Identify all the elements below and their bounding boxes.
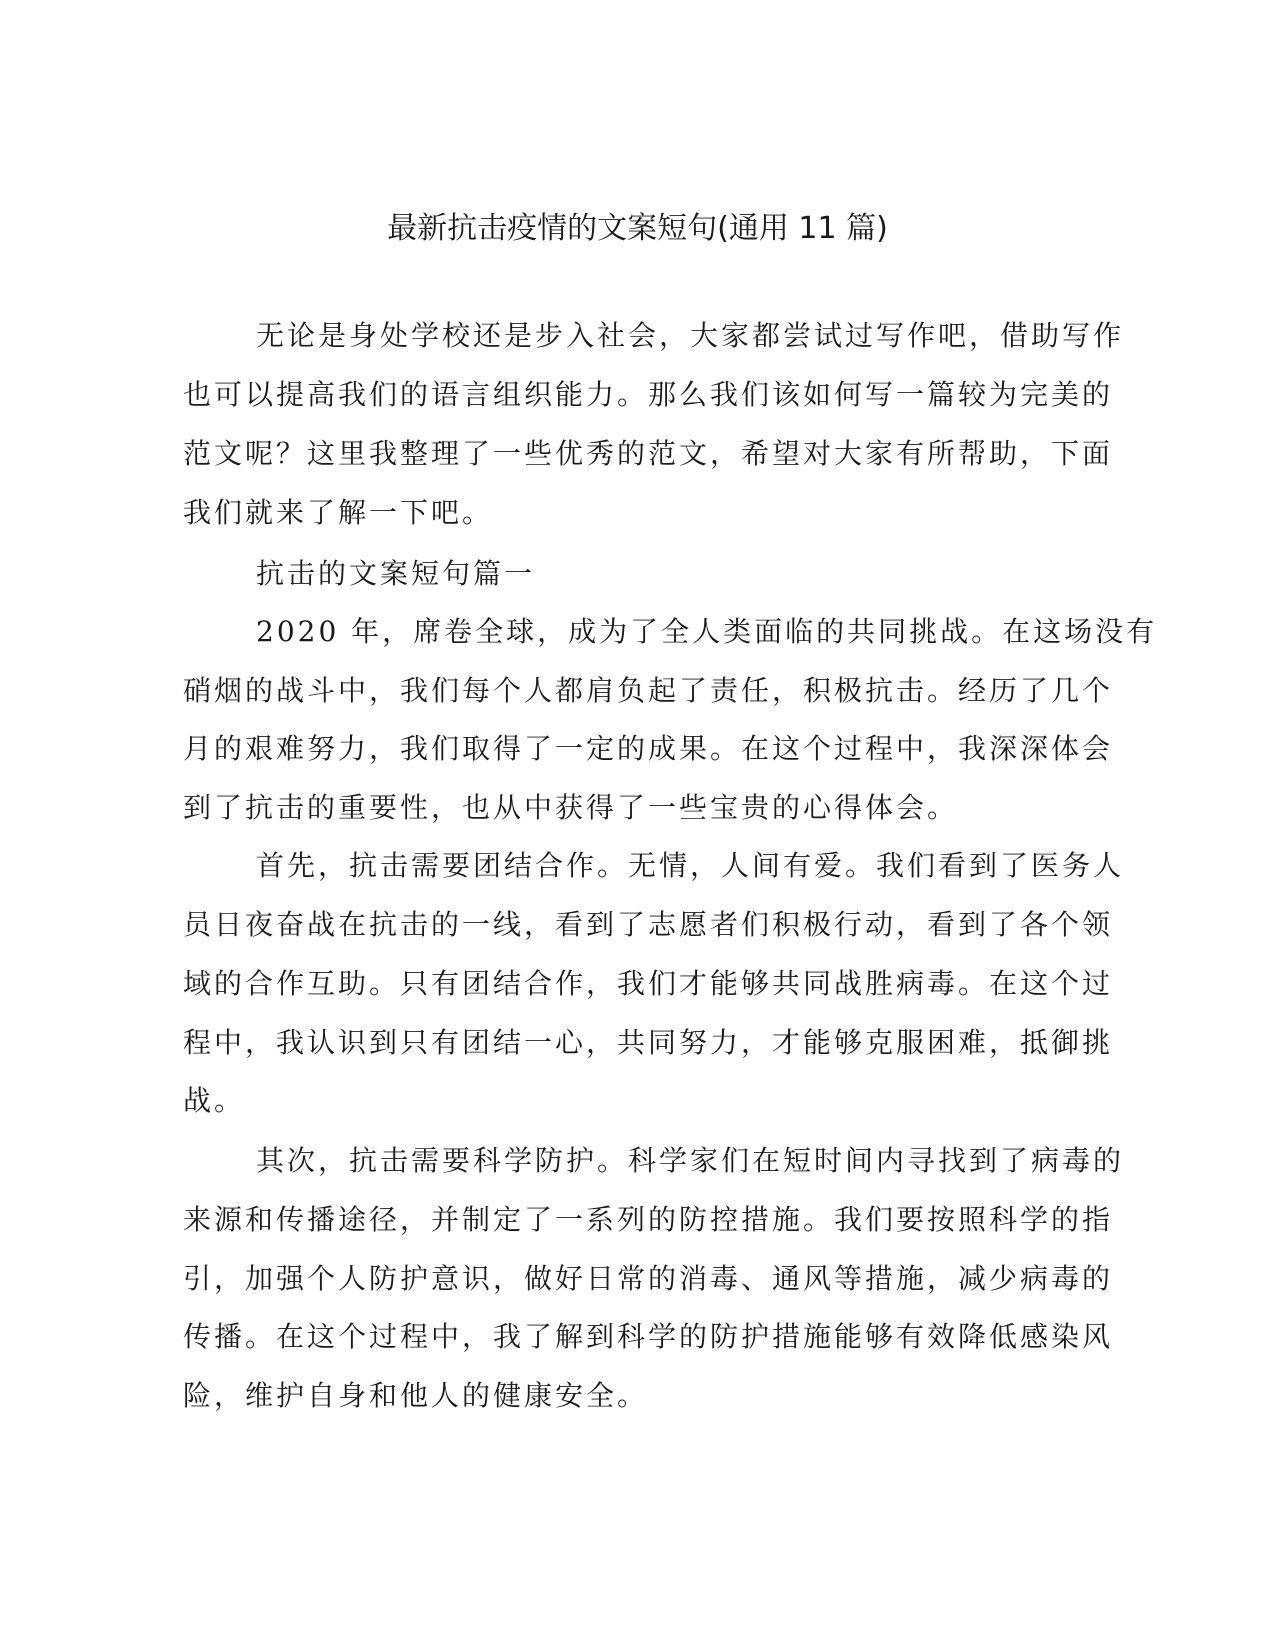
paragraph-line: 员日夜奋战在抗击的一线，看到了志愿者们积极行动，看到了各个领 — [183, 908, 1114, 941]
paragraph-line: 无论是身处学校还是步入社会，大家都尝试过写作吧，借助写作 — [256, 319, 1125, 352]
section-heading: 抗击的文案短句篇一 — [256, 557, 536, 590]
paragraph-line: 到了抗击的重要性，也从中获得了一些宝贵的心得体会。 — [183, 791, 959, 824]
paragraph-line: 2020 年，席卷全球，成为了全人类面临的共同挑战。在这场没有 — [256, 615, 1158, 648]
paragraph-line: 我们就来了解一下吧。 — [183, 496, 494, 529]
paragraph-line: 月的艰难努力，我们取得了一定的成果。在这个过程中，我深深体会 — [183, 732, 1114, 765]
paragraph-line: 传播。在这个过程中，我了解到科学的防护措施能够有效降低感染风 — [183, 1320, 1114, 1353]
paragraph-line: 硝烟的战斗中，我们每个人都肩负起了责任，积极抗击。经历了几个 — [183, 674, 1114, 707]
paragraph-line: 范文呢？这里我整理了一些优秀的范文，希望对大家有所帮助，下面 — [183, 437, 1114, 470]
paragraph-line: 来源和传播途径，并制定了一系列的防控措施。我们要按照科学的指 — [183, 1203, 1114, 1236]
document-title: 最新抗击疫情的文案短句(通用 11 篇) — [387, 211, 888, 246]
paragraph-line: 首先，抗击需要团结合作。无情，人间有爱。我们看到了医务人 — [256, 849, 1125, 882]
paragraph-line: 域的合作互助。只有团结合作，我们才能够共同战胜病毒。在这个过 — [183, 967, 1114, 1000]
paragraph-line: 其次，抗击需要科学防护。科学家们在短时间内寻找到了病毒的 — [256, 1144, 1125, 1177]
paragraph-line: 险，维护自身和他人的健康安全。 — [183, 1379, 649, 1412]
paragraph-line: 战。 — [183, 1084, 246, 1117]
paragraph-line: 也可以提高我们的语言组织能力。那么我们该如何写一篇较为完美的 — [183, 378, 1114, 411]
paragraph-line: 引，加强个人防护意识，做好日常的消毒、通风等措施，减少病毒的 — [183, 1262, 1114, 1295]
paragraph-line: 程中，我认识到只有团结一心，共同努力，才能够克服困难，抵御挑 — [183, 1026, 1114, 1059]
